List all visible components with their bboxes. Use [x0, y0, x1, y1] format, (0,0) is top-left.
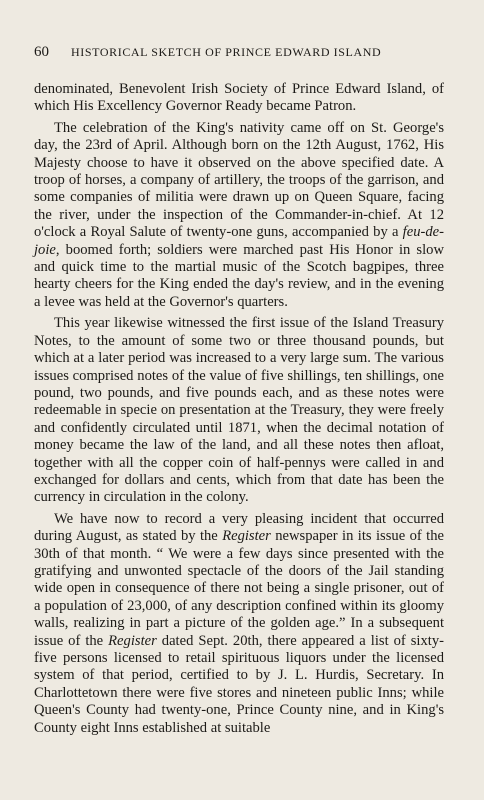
page-number: 60 — [34, 44, 49, 60]
paragraph: This year likewise witnessed the first issue of the Island Treasury Notes, to the amount of some two or three thousand pounds, but which at a later period was increased to a very large sum. The various issues comprised notes of the value of five shillings, ten shillings, one pound, two pounds, and five pounds each, and as these notes were redeemable in specie on presentation at the Treasury, they were freely and confidently circulated until 1871, when the decimal notation of money became the law of the land, and all these notes then afloat, together with all the copper coin of half-pennys were called in and exchanged for dollars and cents, which from that date has been the currency in circulation in the colony. — [34, 315, 444, 506]
paragraph: We have now to record a very pleasing incident that occurred during August, as stated by the Register newspaper in its issue of the 30th of that month. “ We were a few days since presented with the gratifying and unwonted spectacle of the doors of the Jail standing wide open in consequence of there not being a single prisoner, out of a population of 23,000, of any description confined within its gloomy walls, realizing in part a picture of the golden age.” In a subsequent issue of the Register dated Sept. 20th, there appeared a list of sixty-five persons licensed to retail spirituous liquors under the licensed system of that period, certified to by J. L. Hurdis, Secretary. In Charlottetown there were five stores and nineteen public Inns; while Queen's County had twenty-one, Prince County nine, and in King's County eight Inns established at suitable — [34, 510, 444, 736]
running-title: HISTORICAL SKETCH OF PRINCE EDWARD ISLAND — [71, 45, 382, 59]
paragraph: The celebration of the King's nativity came off on St. George's day, the 23rd of April. Although born on the 12th August, 1762, His Majesty choose to have it observed on the above specified date. A troop of horses, a company of artillery, the troops of the garrison, and some companies of militia were drawn up on Queen Square, facing the river, under the inspection of the Commander-in-chief. At 12 o'clock a Royal Salute of twenty-one guns, accompanied by a feu-de-joie, boomed forth; soldiers were marched past His Honor in slow and quick time to the martial music of the Scotch bagpipes, three hearty cheers for the King ended the day's review, and in the evening a levee was held at the Governor's quarters. — [34, 119, 444, 310]
paragraph: denominated, Benevolent Irish Society of Prince Edward Island, of which His Excellency Governor Ready became Patron. — [34, 81, 444, 115]
running-head — [34, 44, 444, 61]
body-text — [34, 81, 444, 741]
